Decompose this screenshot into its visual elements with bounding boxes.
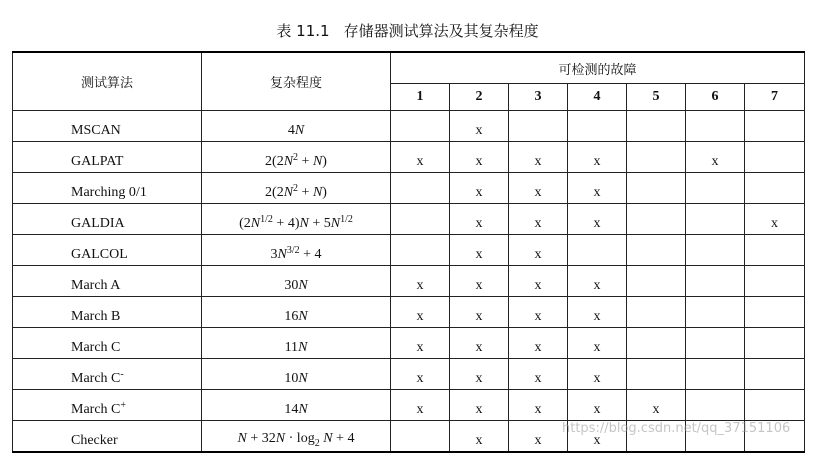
fault-mark: x bbox=[450, 390, 509, 421]
fault-mark: x bbox=[509, 297, 568, 328]
fault-number-header: 1 bbox=[391, 84, 450, 111]
fault-mark bbox=[627, 266, 686, 297]
fault-mark bbox=[627, 173, 686, 204]
fault-mark: x bbox=[568, 328, 627, 359]
fault-mark bbox=[509, 111, 568, 142]
algorithm-name-text: GALCOL bbox=[71, 247, 128, 262]
complexity-formula: 30N bbox=[202, 266, 391, 297]
table-row bbox=[13, 204, 805, 235]
fault-mark: x bbox=[450, 204, 509, 235]
fault-mark bbox=[627, 235, 686, 266]
fault-mark: x bbox=[450, 266, 509, 297]
fault-mark bbox=[686, 297, 745, 328]
caption-title: 存储器测试算法及其复杂程度 bbox=[343, 22, 539, 40]
table-row bbox=[13, 359, 805, 390]
fault-mark: x bbox=[568, 142, 627, 173]
fault-mark bbox=[568, 111, 627, 142]
complexity-formula: $2(2N^2 + N)$ bbox=[202, 173, 391, 204]
fault-mark bbox=[391, 204, 450, 235]
fault-mark bbox=[745, 111, 805, 142]
fault-mark: x bbox=[509, 142, 568, 173]
algorithm-name bbox=[13, 111, 202, 142]
fault-number-header: 5 bbox=[627, 84, 686, 111]
fault-mark: x bbox=[450, 421, 509, 453]
algorithm-name bbox=[13, 173, 202, 204]
table-row bbox=[13, 235, 805, 266]
fault-mark bbox=[627, 359, 686, 390]
fault-mark bbox=[391, 235, 450, 266]
fault-mark: x bbox=[568, 266, 627, 297]
complexity-formula: 16N bbox=[202, 297, 391, 328]
fault-mark: x bbox=[627, 390, 686, 421]
algorithm-name-text: March C bbox=[71, 402, 121, 417]
fault-mark: x bbox=[686, 142, 745, 173]
fault-mark bbox=[391, 173, 450, 204]
table-row bbox=[13, 111, 805, 142]
fault-mark: x bbox=[509, 204, 568, 235]
fault-mark: x bbox=[450, 328, 509, 359]
fault-mark: x bbox=[568, 390, 627, 421]
fault-mark: x bbox=[391, 328, 450, 359]
table-row bbox=[13, 142, 805, 173]
algorithm-name-text: MSCAN bbox=[71, 123, 121, 138]
fault-mark: x bbox=[509, 266, 568, 297]
algorithm-name-superscript: - bbox=[120, 369, 124, 380]
caption-number: 表 11.1 bbox=[276, 22, 330, 40]
algorithm-name bbox=[13, 142, 202, 173]
fault-mark: x bbox=[509, 390, 568, 421]
complexity-formula: $2(2N^2 + N)$ bbox=[202, 142, 391, 173]
complexity-formula: 4N bbox=[202, 111, 391, 142]
table-row bbox=[13, 421, 805, 453]
fault-mark: x bbox=[450, 111, 509, 142]
fault-mark: x bbox=[509, 421, 568, 453]
header-detectable-faults: 可检测的故障 bbox=[391, 52, 805, 84]
fault-mark: x bbox=[450, 142, 509, 173]
algorithm-name bbox=[13, 297, 202, 328]
fault-mark bbox=[391, 421, 450, 453]
fault-mark bbox=[627, 328, 686, 359]
complexity-formula: 14N bbox=[202, 390, 391, 421]
complexity-formula: $3N^{3/2} + 4$ bbox=[202, 235, 391, 266]
fault-mark: x bbox=[391, 142, 450, 173]
algorithm-name-text: March A bbox=[71, 278, 121, 293]
table-row bbox=[13, 297, 805, 328]
fault-mark bbox=[745, 328, 805, 359]
fault-mark: x bbox=[568, 204, 627, 235]
algorithm-name-superscript: + bbox=[120, 400, 127, 411]
fault-mark bbox=[627, 111, 686, 142]
fault-mark bbox=[627, 421, 686, 453]
fault-mark bbox=[627, 297, 686, 328]
fault-mark bbox=[745, 421, 805, 453]
table-row bbox=[13, 266, 805, 297]
fault-mark: x bbox=[450, 173, 509, 204]
table-caption bbox=[0, 20, 815, 41]
fault-mark bbox=[745, 173, 805, 204]
algorithm-name-text: Marching 0/1 bbox=[71, 185, 147, 200]
algorithm-name-text: March C bbox=[71, 371, 121, 386]
algorithm-name bbox=[13, 328, 202, 359]
fault-mark: x bbox=[450, 359, 509, 390]
fault-mark bbox=[745, 297, 805, 328]
algorithm-name bbox=[13, 359, 202, 390]
algorithm-name bbox=[13, 421, 202, 453]
header-algorithm: 测试算法 bbox=[13, 52, 202, 111]
fault-mark: x bbox=[568, 173, 627, 204]
fault-mark: x bbox=[509, 173, 568, 204]
table-row bbox=[13, 173, 805, 204]
algorithm-name-text: March C bbox=[71, 340, 121, 355]
fault-mark: x bbox=[391, 297, 450, 328]
fault-mark bbox=[686, 359, 745, 390]
fault-mark bbox=[627, 204, 686, 235]
fault-number-header: 7 bbox=[745, 84, 805, 111]
fault-mark: x bbox=[391, 266, 450, 297]
fault-mark bbox=[686, 235, 745, 266]
fault-mark: x bbox=[391, 390, 450, 421]
watermark: https://blog.csdn.net/qq_37151106 bbox=[562, 421, 791, 436]
complexity-formula: $(2N^{1/2} + 4)N + 5N^{1/2}$ bbox=[202, 204, 391, 235]
memory-test-table bbox=[12, 51, 805, 453]
algorithm-name bbox=[13, 204, 202, 235]
fault-number-header: 2 bbox=[450, 84, 509, 111]
fault-number-header: 3 bbox=[509, 84, 568, 111]
algorithm-name-text: GALPAT bbox=[71, 154, 124, 169]
fault-mark: x bbox=[509, 235, 568, 266]
fault-mark: x bbox=[568, 421, 627, 453]
fault-number-header: 4 bbox=[568, 84, 627, 111]
fault-mark: x bbox=[509, 359, 568, 390]
fault-mark bbox=[686, 390, 745, 421]
algorithm-name bbox=[13, 390, 202, 421]
complexity-formula: 11N bbox=[202, 328, 391, 359]
fault-mark bbox=[686, 421, 745, 453]
fault-mark bbox=[745, 359, 805, 390]
fault-mark bbox=[745, 142, 805, 173]
fault-mark: x bbox=[568, 297, 627, 328]
fault-mark bbox=[686, 173, 745, 204]
fault-mark: x bbox=[745, 204, 805, 235]
fault-mark bbox=[686, 266, 745, 297]
table-row bbox=[13, 390, 805, 421]
fault-mark bbox=[568, 235, 627, 266]
algorithm-name-text: March B bbox=[71, 309, 121, 324]
table-row bbox=[13, 328, 805, 359]
header-complexity: 复杂程度 bbox=[202, 52, 391, 111]
fault-mark bbox=[686, 111, 745, 142]
algorithm-name-text: GALDIA bbox=[71, 216, 125, 231]
fault-mark: x bbox=[391, 359, 450, 390]
algorithm-name-text: Checker bbox=[71, 433, 118, 448]
fault-mark bbox=[745, 266, 805, 297]
algorithm-name bbox=[13, 235, 202, 266]
fault-mark bbox=[745, 390, 805, 421]
fault-mark: x bbox=[568, 359, 627, 390]
fault-mark bbox=[745, 235, 805, 266]
fault-mark bbox=[391, 111, 450, 142]
fault-mark bbox=[686, 328, 745, 359]
fault-number-header: 6 bbox=[686, 84, 745, 111]
fault-mark bbox=[627, 142, 686, 173]
complexity-formula: 10N bbox=[202, 359, 391, 390]
fault-mark: x bbox=[450, 235, 509, 266]
complexity-formula: $N + 32N \cdot \log_2 N + 4$ bbox=[202, 421, 391, 453]
fault-mark bbox=[686, 204, 745, 235]
fault-mark: x bbox=[509, 328, 568, 359]
fault-mark: x bbox=[450, 297, 509, 328]
algorithm-name bbox=[13, 266, 202, 297]
